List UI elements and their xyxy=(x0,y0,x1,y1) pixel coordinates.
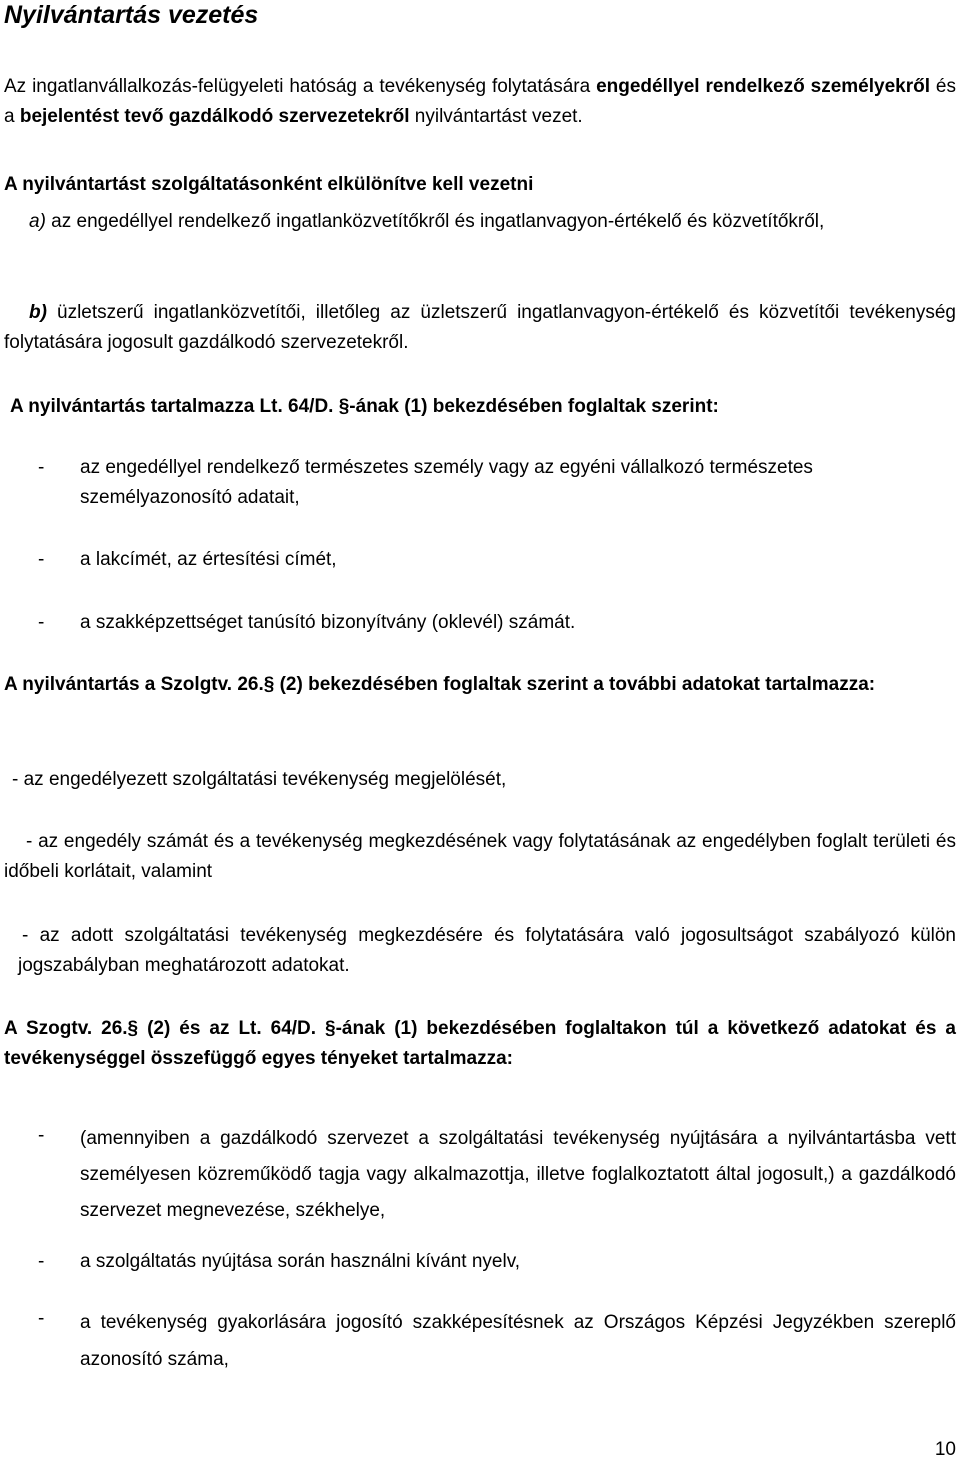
list-item xyxy=(38,545,956,575)
szolg-item: - az engedély számát és a tevékenység megkezdésének vagy folytatásának az engedélyben foglalt területi és időbeli korlátait, valamint xyxy=(4,831,956,882)
intro-text: Az ingatlanvállalkozás-felügyeleti hatóság a tevékenység folytatására xyxy=(4,76,597,97)
list-item-text: a szakképzettséget tanúsító bizonyítvány (oklevél) számát. xyxy=(80,612,576,633)
list-item xyxy=(38,1304,956,1378)
list-item-text: a tevékenység gyakorlására jogosító szakképesítésnek az Országos Képzési Jegyzékben szereplő azonosító száma, xyxy=(80,1312,956,1370)
extra-heading: A Szogtv. 26.§ (2) és az Lt. 64/D. §-ának (1) bekezdésében foglaltakon túl a következő adatokat és a tevékenységgel összefüggő egyes tényeket tartalmazza: xyxy=(4,1018,956,1069)
list-item xyxy=(38,453,956,513)
intro-paragraph xyxy=(4,72,956,132)
bullet-dash: - xyxy=(38,549,45,570)
list-item-text: az engedéllyel rendelkező természetes személy vagy az egyéni vállalkozó természetes személyazonosító adatait, xyxy=(80,457,813,508)
page-title: Nyilvántartás vezetés xyxy=(4,1,259,29)
szolg-item: - az adott szolgáltatási tevékenység megkezdésére és folytatására való jogosultságot szabályozó külön jogszabályban meghatározott adatokat. xyxy=(18,925,956,976)
list-item xyxy=(38,608,956,638)
item-text-a: az engedéllyel rendelkező ingatlanközvetítőkről és ingatlanvagyon-értékelő és közvetítőkről, xyxy=(45,211,825,232)
lt-heading: A nyilvántartás tartalmazza Lt. 64/D. §-ának (1) bekezdésében foglaltak szerint: xyxy=(10,396,719,417)
separation-item-b xyxy=(4,298,956,358)
szolg-item: - az engedélyezett szolgáltatási tevékenység megjelölését, xyxy=(12,769,507,790)
separation-item-a xyxy=(4,207,956,237)
list-item xyxy=(38,1121,956,1229)
szolg-heading: A nyilvántartás a Szolgtv. 26.§ (2) bekezdésében foglaltak szerint a további adatokat tartalmazza: xyxy=(4,674,876,695)
item-label-b: b) xyxy=(29,302,47,323)
separation-heading: A nyilvántartást szolgáltatásonként elkülönítve kell vezetni xyxy=(4,174,534,195)
list-item-text: a lakcímét, az értesítési címét, xyxy=(80,549,337,570)
bullet-dash: - xyxy=(38,457,45,478)
bullet-dash: - xyxy=(38,612,45,633)
intro-bold-organizations: bejelentést tevő gazdálkodó szervezetekről xyxy=(19,106,410,127)
page-number: 10 xyxy=(934,1439,956,1460)
list-item-text: a szolgáltatás nyújtása során használni kívánt nyelv, xyxy=(80,1251,521,1272)
item-label-a: a) xyxy=(29,211,46,232)
list-item xyxy=(38,1247,956,1277)
list-item-text: (amennyiben a gazdálkodó szervezet a szolgáltatási tevékenység nyújtására a nyilvántartásba vett személyesen közreműködő tagja vagy alkalmazottja, illetve foglalkoztatott által jogosult,) a gazdálkodó szervezet megnevezése, székhelye, xyxy=(80,1128,956,1221)
bullet-dash: - xyxy=(38,1125,45,1146)
bullet-dash: - xyxy=(38,1308,45,1329)
intro-text: és a xyxy=(4,76,956,127)
intro-text: nyilvántartást vezet. xyxy=(409,106,583,127)
item-text-b: üzletszerű ingatlanközvetítői, illetőleg az üzletszerű ingatlanvagyon-értékelő és közvetítői tevékenység folytatására jogosult gazdálkodó szervezetekről. xyxy=(4,302,956,353)
intro-bold-persons: engedéllyel rendelkező személyekről xyxy=(596,76,930,97)
bullet-dash: - xyxy=(38,1251,45,1272)
